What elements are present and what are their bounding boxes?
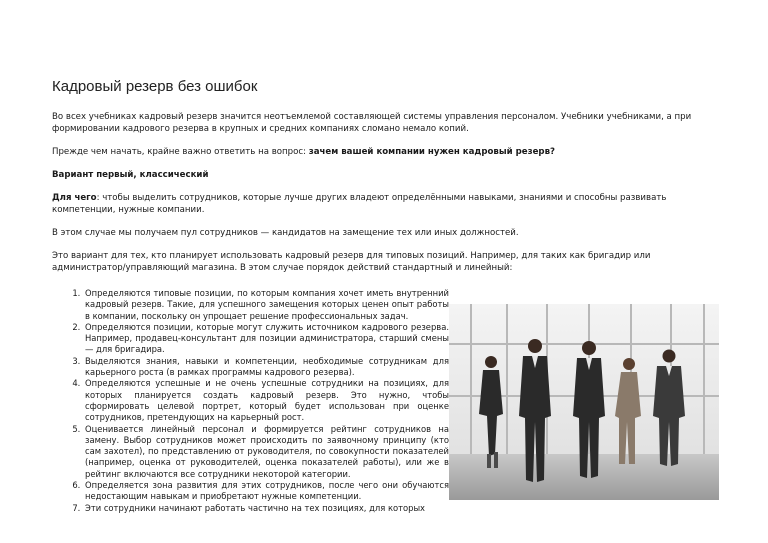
photo-image (449, 304, 719, 500)
document-page (52, 78, 720, 514)
steps-list (52, 288, 449, 514)
question-bold: зачем вашей компании нужен кадровый резерв? (308, 147, 555, 157)
list-item: 4. Определяются успешные и не очень успешные сотрудники на позициях, для которых планируется создать кадровый резерв. Это нужно, чтобы сформировать целевой портрет, который будет использован при оценке сотрудников, претендующих на карьерный рост. (83, 378, 449, 423)
list-item: 5. Оценивается линейный персонал и формируется рейтинг сотрудников на замену. Выбор сотрудников может происходить по заявочному принципу (кто сам захотел), по представлению от руководителя, по совокупности показателей (например, оценка от руководителей, оценка показателей работы), или же в рейтинг включаются все сотрудники некоторой категории. (83, 424, 449, 480)
question-paragraph (52, 146, 720, 158)
variant-heading: Вариант первый, классический (52, 170, 209, 180)
purpose-text: : чтобы выделить сотрудников, которые лучше других владеют определёнными навыками, знаниями и способны развивать компетенции, нужные компании. (52, 193, 667, 215)
steps-section (52, 288, 720, 514)
list-item: 3. Выделяются знания, навыки и компетенции, необходимые сотрудникам для карьерного роста (в рамках программы кадрового резерва). (83, 356, 449, 379)
purpose-label: Для чего (52, 193, 97, 203)
variant-paragraph: Это вариант для тех, кто планирует использовать кадровый резерв для типовых позиций. Например, для таких как бригадир или администратор/управляющий магазина. В этом случае порядок действий стандартный и линейный: (52, 251, 651, 273)
list-item: 2. Определяются позиции, которые могут служить источником кадрового резерва. Например, продавец-консультант для позиции администратора, старший смены — для бригадира. (83, 322, 449, 356)
list-item: 7. Эти сотрудники начинают работать частично на тех позициях, для которых (83, 503, 449, 514)
list-item: 1. Определяются типовые позиции, по которым компания хочет иметь внутренний кадровый резерв. Такие, для успешного замещения которых ценен опыт работы в компании, поскольку он упрощает решение профессиональных задач. (83, 288, 449, 322)
business-team-photo (449, 304, 719, 500)
question-prefix: Прежде чем начать, крайне важно ответить на вопрос: (52, 147, 309, 157)
intro-paragraph: Во всех учебниках кадровый резерв значится неотъемлемой составляющей системы управления персоналом. Учебники учебниками, а при формировании кадрового резерва в крупных и средних компаниях сломано немало копий. (52, 112, 692, 134)
page-title: Кадровый резерв без ошибок (52, 78, 258, 95)
pool-paragraph: В этом случае мы получаем пул сотрудников — кандидатов на замещение тех или иных должностей. (52, 228, 519, 238)
purpose-paragraph (52, 192, 720, 216)
list-item: 6. Определяется зона развития для этих сотрудников, после чего они обучаются недостающим навыкам и приобретают нужные компетенции. (83, 480, 449, 503)
